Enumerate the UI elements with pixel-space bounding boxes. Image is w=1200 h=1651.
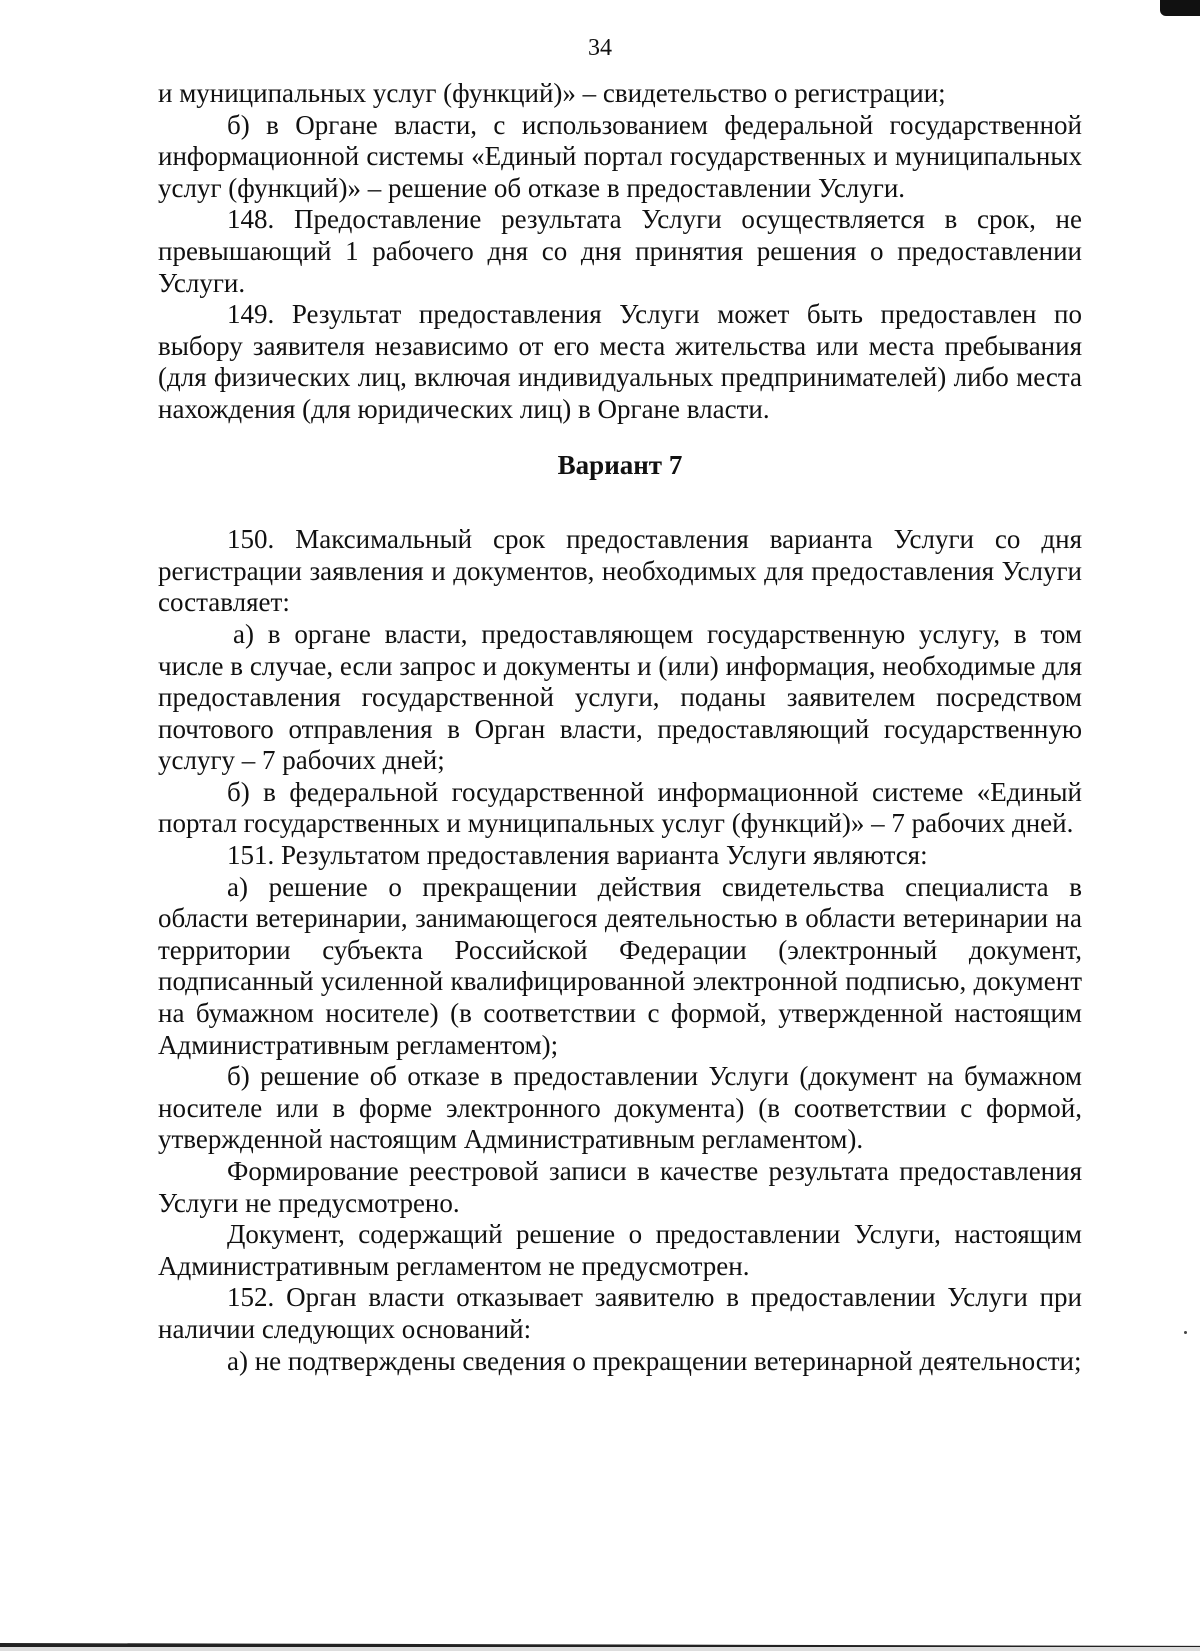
paragraph-151-item-b: б) решение об отказе в предоставлении Услуги (документ на бумажном носителе или в форме электронного документа) (в соответствии с формой, утвержденной настоящим Административным регламентом). xyxy=(158,1061,1082,1155)
scan-edge-bottom-shadow xyxy=(0,1647,1200,1651)
paragraph-150: 150. Максимальный срок предоставления варианта Услуги со дня регистрации заявления и документов, необходимых для предоставления Услуги составляет: xyxy=(158,524,1082,618)
section-heading: Вариант 7 xyxy=(557,449,683,480)
scan-mark xyxy=(1184,1331,1187,1334)
paragraph-continuation: и муниципальных услуг (функций)» – свидетельство о регистрации; xyxy=(158,78,946,108)
scan-edge-top xyxy=(1160,0,1200,16)
paragraph-152-item-a: а) не подтверждены сведения о прекращении ветеринарной деятельности; xyxy=(227,1345,1082,1376)
paragraph-149: 149. Результат предоставления Услуги может быть предоставлен по выбору заявителя независимо от его места жительства или места пребывания (для физических лиц, включая индивидуальных предпринимателей) либо места нахождения (для юридических лиц) в Органе власти. xyxy=(158,299,1082,424)
paragraph-148: 148. Предоставление результата Услуги осуществляется в срок, не превышающий 1 рабочего дня со дня принятия решения о предоставлении Услуги. xyxy=(158,204,1082,298)
document-body xyxy=(158,78,1082,1377)
paragraph-150-item-a: а) в органе власти, предоставляющем государственную услугу, в том числе в случае, если запрос и документы и (или) информация, необходимые для предоставления государственной услуги, поданы заявителем посредством почтового отправления в Орган власти, предоставляющий государственную услугу – 7 рабочих дней; xyxy=(158,618,1082,776)
paragraph-item-b: б) в Органе власти, с использованием федеральной государственной информационной системы «Единый портал государственных и муниципальных услуг (функций)» – решение об отказе в предоставлении Услуги. xyxy=(158,109,1082,203)
paragraph-registry-record: Формирование реестровой записи в качестве результата предоставления Услуги не предусмотрено. xyxy=(158,1156,1082,1218)
paragraph-152: 152. Орган власти отказывает заявителю в предоставлении Услуги при наличии следующих оснований: xyxy=(158,1282,1082,1344)
page-number: 34 xyxy=(588,35,612,61)
paragraph-decision-document: Документ, содержащий решение о предоставлении Услуги, настоящим Административным регламентом не предусмотрен. xyxy=(158,1219,1082,1281)
paragraph-151-item-a: а) решение о прекращении действия свидетельства специалиста в области ветеринарии, занимающегося деятельностью в области ветеринарии на территории субъекта Российской Федерации (электронный документ, подписанный усиленной квалифицированной электронной подписью, документ на бумажном носителе) (в соответствии с формой, утвержденной настоящим Административным регламентом); xyxy=(158,871,1082,1060)
paragraph-151: 151. Результатом предоставления варианта Услуги являются: xyxy=(227,840,928,871)
paragraph-150-item-b: б) в федеральной государственной информационной системе «Единый портал государственных и муниципальных услуг (функций)» – 7 рабочих дней. xyxy=(158,776,1082,839)
